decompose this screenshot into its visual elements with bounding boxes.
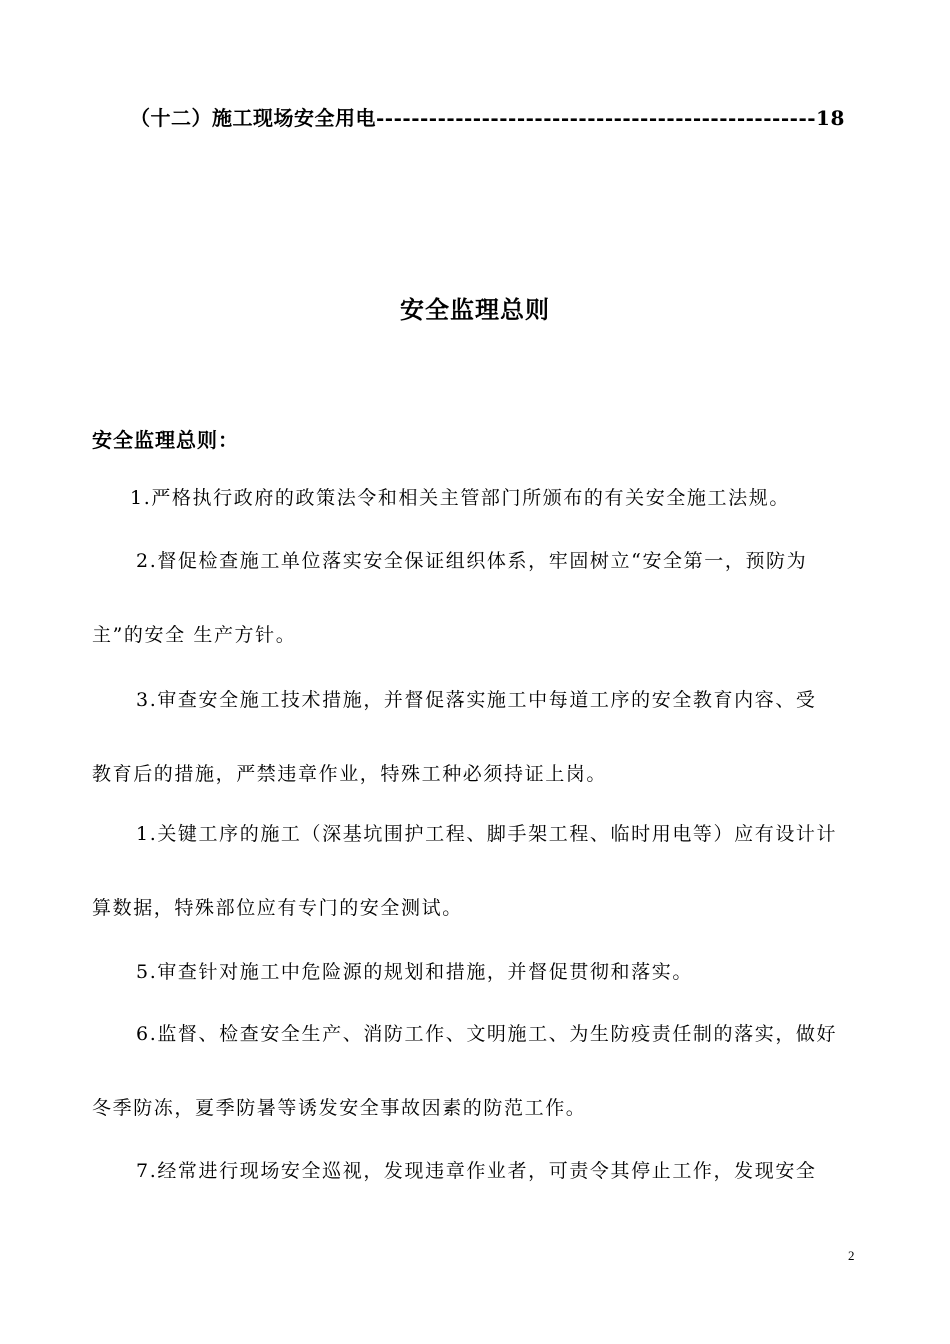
toc-entry-page: 18	[816, 106, 845, 130]
paragraph-6-line-2: 冬季防冻，夏季防暑等诱发安全事故因素的防范工作。	[92, 1097, 587, 1119]
paragraph-4-line-1: 1.关键工序的施工（深基坑围护工程、脚手架工程、临时用电等）应有设计计	[136, 823, 838, 845]
paragraph-4-line-2: 算数据，特殊部位应有专门的安全测试。	[92, 897, 463, 919]
toc-entry[interactable]	[130, 102, 845, 131]
paragraph-7-line-1: 7.经常进行现场安全巡视，发现违章作业者，可责令其停止工作，发现安全	[136, 1160, 817, 1182]
paragraph-1-line-1: 1.严格执行政府的政策法令和相关主管部门所颁布的有关安全施工法规。	[130, 487, 790, 509]
paragraph-5-line-1: 5.审查针对施工中危险源的规划和措施，并督促贯彻和落实。	[136, 961, 693, 983]
paragraph-2-line-1: 2.督促检查施工单位落实安全保证组织体系，牢固树立“安全第一，预防为	[136, 550, 808, 572]
toc-entry-label: （十二）施工现场安全用电	[130, 106, 376, 130]
page-number: 2	[848, 1248, 855, 1263]
toc-entry-leader: --------------------------------------------------	[376, 106, 817, 130]
section-heading: 安全监理总则：	[92, 428, 239, 452]
paragraph-3-line-2: 教育后的措施，严禁违章作业，特殊工种必须持证上岗。	[92, 763, 608, 785]
paragraph-2-line-2: 主”的安全 生产方针。	[92, 624, 297, 646]
paragraph-3-line-1: 3.审查安全施工技术措施，并督促落实施工中每道工序的安全教育内容、受	[136, 689, 817, 711]
document-title: 安全监理总则	[400, 295, 550, 324]
paragraph-6-line-1: 6.监督、检查安全生产、消防工作、文明施工、为生防疫责任制的落实，做好	[136, 1023, 838, 1045]
